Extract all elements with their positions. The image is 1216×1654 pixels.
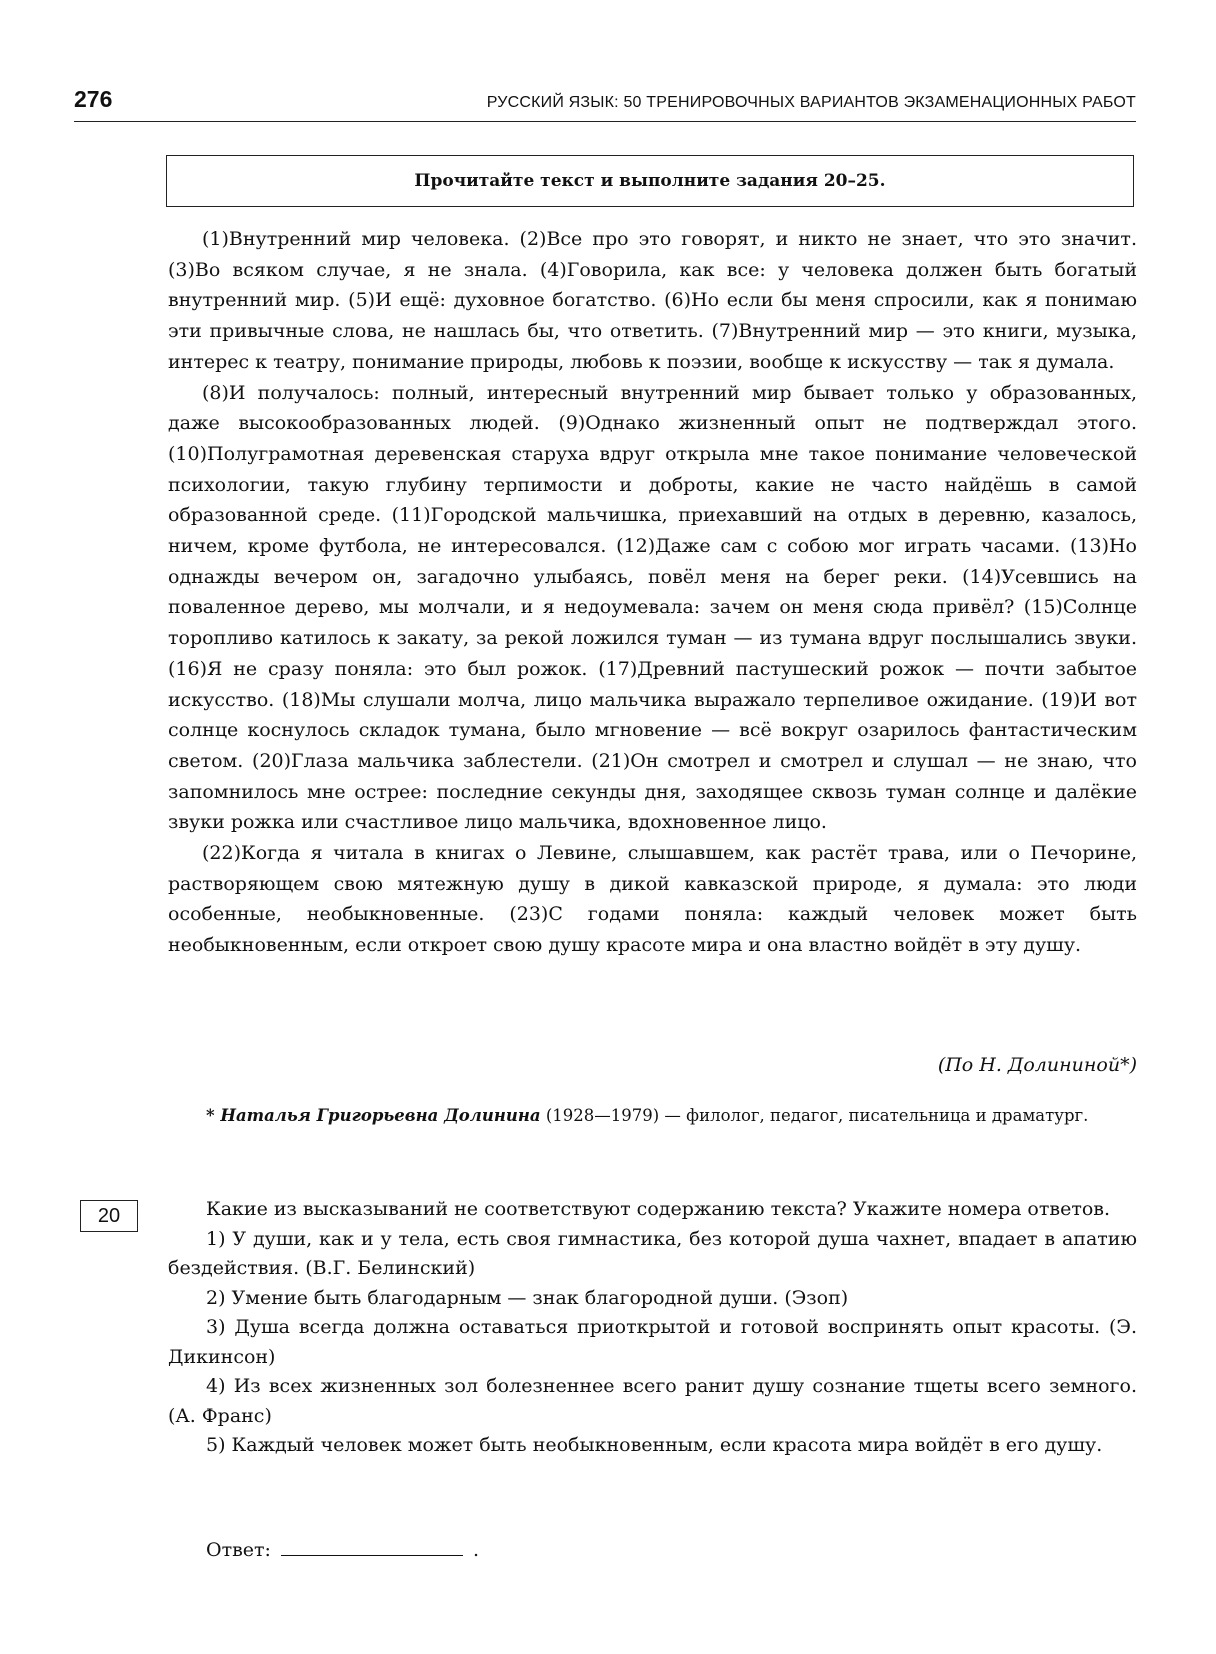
- text-paragraph: (22)Когда я читала в книгах о Левине, слышавшем, как растёт трава, или о Печорине, растворяющем свою мятежную душу в дикой кавказской природе, я думала: это люди особенные, необыкновенные. (23)С годами поняла: каждый человек может быть необыкновенным, если откроет свою душу красоте мира и она властно войдёт в эту душу.: [168, 842, 1137, 957]
- page-number: 276: [74, 86, 113, 112]
- footnote-details: (1928—1979) — филолог, педагог, писательница и драматург.: [540, 1106, 1089, 1125]
- answer-end: .: [472, 1539, 479, 1561]
- text-paragraph: (1)Внутренний мир человека. (2)Все про это говорят, и никто не знает, что это значит. (3)Во всяком случае, я не знала. (4)Говорила, как все: у человека должен быть богатый внутренний мир. (5)И ещё: духовное богатство. (6)Но если бы меня спросили, как я понимаю эти привычные слова, не нашлась бы, что ответить. (7)Внутренний мир — это книги, музыка, интерес к театру, понимание природы, любовь к поэзии, вообще к искусству — так я думала.: [168, 228, 1137, 373]
- instruction-box: [166, 155, 1134, 207]
- task-option: 1) У души, как и у тела, есть своя гимнастика, без которой душа чахнет, впадает в апатию бездействия. (В.Г. Белинский): [168, 1227, 1137, 1279]
- footnote-author-name: * Наталья Григорьевна Долинина: [206, 1106, 541, 1125]
- task-number-box: [80, 1200, 138, 1232]
- answer-blank-field[interactable]: [281, 1537, 463, 1556]
- running-title: РУССКИЙ ЯЗЫК: 50 ТРЕНИРОВОЧНЫХ ВАРИАНТОВ ЭКЗАМЕНАЦИОННЫХ РАБОТ: [486, 94, 1136, 111]
- footnote: [168, 1102, 1137, 1130]
- task-option: 5) Каждый человек может быть необыкновенным, если красота мира войдёт в его душу.: [206, 1434, 1103, 1456]
- text-attribution: (По Н. Долининой*): [937, 1054, 1137, 1076]
- task-option: 2) Умение быть благодарным — знак благородной души. (Эзоп): [206, 1286, 849, 1309]
- task-number: 20: [97, 1204, 121, 1227]
- reading-text: [168, 224, 1137, 961]
- task-question: Какие из высказываний не соответствуют содержанию текста? Укажите номера ответов.: [206, 1198, 1111, 1220]
- task-option: 4) Из всех жизненных зол болезненнее всего ранит душу сознание тщеты всего земного. (А. Франс): [168, 1375, 1137, 1427]
- task-20: [168, 1195, 1137, 1461]
- instruction-text: Прочитайте текст и выполните задания 20–25.: [414, 171, 886, 191]
- answer-label: Ответ:: [206, 1539, 271, 1561]
- text-paragraph: (8)И получалось: полный, интересный внутренний мир бывает только у образованных, даже высокообразованных людей. (9)Однако жизненный опыт не подтверждал этого. (10)Полуграмотная деревенская старуха вдруг открыла мне такое понимание человеческой психологии, такую глубину терпимости и доброты, какие не часто найдёшь в самой образованной среде. (11)Городской мальчишка, приехавший на отдых в деревню, казалось, ничем, кроме футбола, не интересовался. (12)Даже сам с собою мог играть часами. (13)Но однажды вечером он, загадочно улыбаясь, повёл меня на берег реки. (14)Усевшись на поваленное дерево, мы молчали, и я недоумевала: зачем он меня сюда привёл? (15)Солнце торопливо катилось к закату, за рекой ложился туман — из тумана вдруг послышались звуки. (16)Я не сразу поняла: это был рожок. (17)Древний пастушеский рожок — почти забытое искусство. (18)Мы слушали молча, лицо мальчика выражало терпеливое ожидание. (19)И вот солнце коснулось складок тумана, было мгновение — всё вокруг озарилось фантастическим светом. (20)Глаза мальчика заблестели. (21)Он смотрел и смотрел и слушал — не знаю, что запомнилось мне острее: последние секунды дня, заходящее сквозь туман солнце и далёкие звуки рожка или счастливое лицо мальчика, вдохновенное лицо.: [168, 381, 1137, 834]
- answer-line: [206, 1537, 479, 1561]
- task-option: 3) Душа всегда должна оставаться приоткрытой и готовой воспринять опыт красоты. (Э. Дикинсон): [168, 1316, 1137, 1368]
- page-header: [74, 86, 1136, 122]
